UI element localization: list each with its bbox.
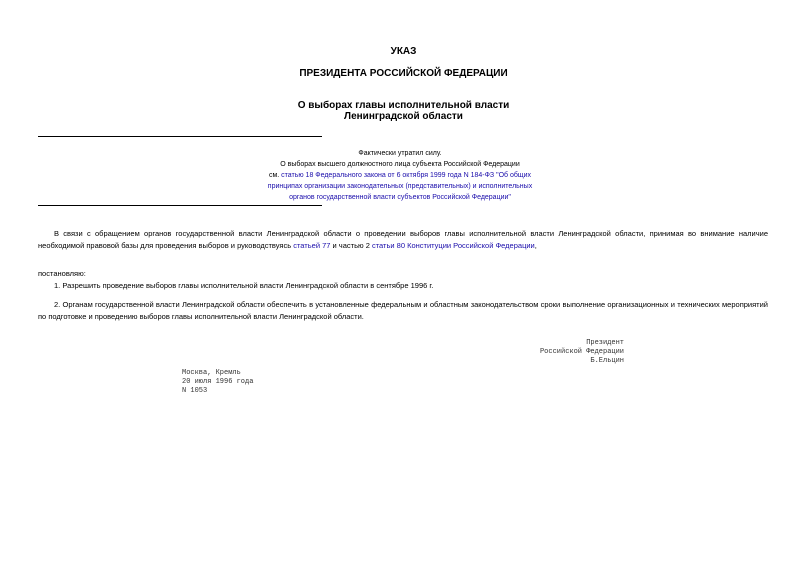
article-77-link[interactable]: статьей 77 xyxy=(293,241,331,250)
note-line-reference xyxy=(250,170,550,181)
signature-position: Президент xyxy=(586,339,624,347)
decree-item-2: 2. Органам государственной власти Ленинградской области обеспечить в установленные федеральным и областным законодательством сроки выполнение организационных и технических мероприятий по подготовке и проведению выборов главы исполнительной власти Ленинградской области. xyxy=(38,300,768,321)
document-subject-line2: Ленинградской области xyxy=(344,111,463,122)
note-line-related: О выборах высшего должностного лица субъекта Российской Федерации xyxy=(280,161,520,168)
preamble-end: , xyxy=(534,241,537,250)
signing-date: 20 июля 1996 года xyxy=(182,378,254,386)
document-type-title: УКАЗ xyxy=(390,46,417,57)
preamble-paragraph xyxy=(38,228,768,252)
signing-place: Москва, Кремль xyxy=(182,369,241,377)
note-bottom-divider xyxy=(38,205,322,206)
issuer-title: ПРЕЗИДЕНТА РОССИЙСКОЙ ФЕДЕРАЦИИ xyxy=(299,68,508,79)
federal-law-link[interactable]: статью 18 Федерального закона от 6 октября 1999 года N 184-ФЗ "Об общих xyxy=(281,172,532,179)
signature-country: Российской Федерации xyxy=(539,348,624,356)
article-80-link[interactable]: статьи 80 Конституции Российской Федерации xyxy=(371,241,535,250)
preamble-text: В связи с обращением органов государственной власти Ленинградской области о проведении выборов главы исполнительной власти Ленинградской области, принимая во внимание наличие необходимой правовой базы для проведения выборов и руководствуясь xyxy=(38,229,768,250)
decree-word: постановляю: xyxy=(38,269,86,278)
status-note xyxy=(250,148,550,203)
decree-number: N 1053 xyxy=(182,387,208,395)
note-line-status: Фактически утратил силу. xyxy=(358,150,442,157)
document-subject-line1: О выборах главы исполнительной власти xyxy=(297,100,510,111)
place-date-block xyxy=(182,369,342,396)
signature-name: Б.Ельцин xyxy=(590,357,624,365)
signature-block xyxy=(520,339,624,366)
federal-law-link-cont2[interactable]: органов государственной власти субъектов Российской Федерации" xyxy=(289,194,511,201)
note-reference-prefix: см. xyxy=(268,172,282,179)
preamble-mid-text: и частью 2 xyxy=(330,241,372,250)
note-top-divider xyxy=(38,136,322,137)
decree-item-1: 1. Разрешить проведение выборов главы исполнительной власти Ленинградской области в сентябре 1996 г. xyxy=(54,281,434,290)
federal-law-link-cont1[interactable]: принципах организации законодательных (представительных) и исполнительных xyxy=(267,183,533,190)
